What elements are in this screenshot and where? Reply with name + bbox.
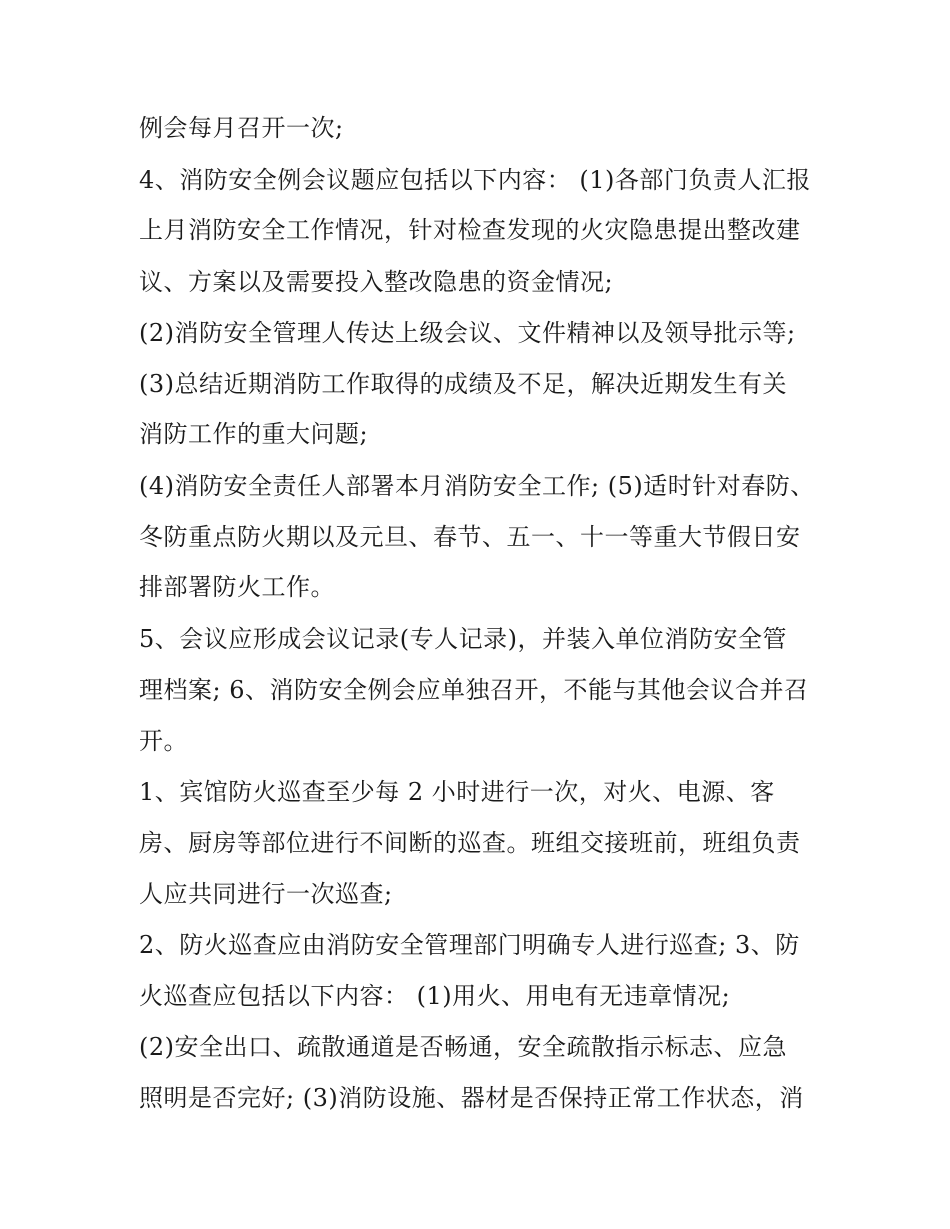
text-line: 议、方案以及需要投入整改隐患的资金情况;	[139, 268, 614, 296]
text-line: 冬防重点防火期以及元旦、春节、五一、十一等重大节假日安	[139, 523, 801, 551]
text-line: 人应共同进行一次巡查;	[139, 880, 393, 908]
text-line: 5、会议应形成会议记录(专人记录)，并装入单位消防安全管	[139, 625, 787, 653]
text-line: 房、厨房等部位进行不间断的巡查。班组交接班前，班组负责	[139, 829, 801, 857]
text-line: 4、消防安全例会议题应包括以下内容： (1)各部门负责人汇报	[139, 166, 811, 194]
text-line: 例会每月召开一次;	[139, 114, 344, 142]
text-line: (2)消防安全管理人传达上级会议、文件精神以及领导批示等;	[139, 319, 796, 347]
text-line: 理档案; 6、消防安全例会应单独召开，不能与其他会议合并召	[139, 676, 809, 704]
text-line: 照明是否完好; (3)消防设施、器材是否保持正常工作状态，消	[139, 1084, 804, 1112]
text-line: (4)消防安全责任人部署本月消防安全工作; (5)适时针对春防、	[139, 472, 815, 500]
text-line: 排部署防火工作。	[139, 573, 335, 601]
text-line: 1、宾馆防火巡查至少每 2 小时进行一次，对火、电源、客	[139, 778, 775, 806]
text-line: 上月消防安全工作情况，针对检查发现的火灾隐患提出整改建	[139, 216, 801, 244]
text-line: 开。	[139, 727, 188, 755]
text-line: 消防工作的重大问题;	[139, 420, 369, 448]
text-line: 火巡查应包括以下内容： (1)用火、用电有无违章情况;	[139, 982, 731, 1010]
text-line: (3)总结近期消防工作取得的成绩及不足，解决近期发生有关	[139, 370, 787, 398]
text-line: (2)安全出口、疏散通道是否畅通，安全疏散指示标志、应急	[139, 1033, 787, 1061]
text-line: 2、防火巡查应由消防安全管理部门明确专人进行巡查; 3、防	[139, 931, 800, 959]
